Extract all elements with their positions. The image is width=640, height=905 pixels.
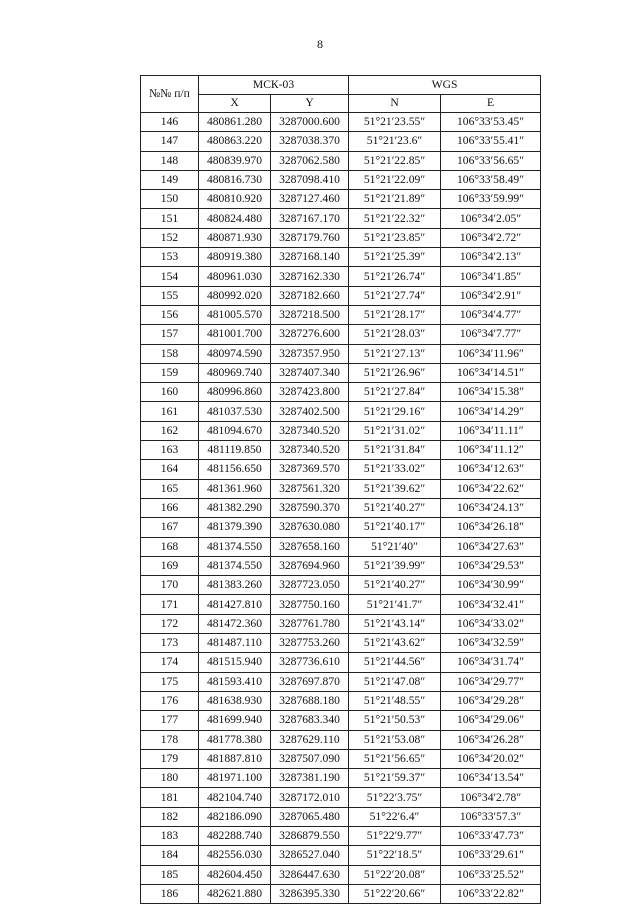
cell-x: 481156.650 bbox=[199, 460, 271, 479]
cell-n: 51°22′18.5″ bbox=[349, 846, 441, 865]
cell-e: 106°33′53.45″ bbox=[441, 113, 541, 132]
cell-n: 51°21′39.99″ bbox=[349, 556, 441, 575]
cell-x: 480919.380 bbox=[199, 248, 271, 267]
cell-x: 481374.550 bbox=[199, 537, 271, 556]
cell-num: 172 bbox=[141, 614, 199, 633]
header-row-sub bbox=[141, 94, 541, 113]
cell-n: 51°21′44.56″ bbox=[349, 653, 441, 672]
cell-x: 481472.360 bbox=[199, 614, 271, 633]
table-row bbox=[141, 653, 541, 672]
table-body bbox=[141, 113, 541, 904]
cell-x: 480961.030 bbox=[199, 267, 271, 286]
cell-y: 3287168.140 bbox=[271, 248, 349, 267]
cell-n: 51°21′56.65″ bbox=[349, 749, 441, 768]
cell-n: 51°21′26.74″ bbox=[349, 267, 441, 286]
header-y: Y bbox=[271, 94, 349, 113]
cell-e: 106°34′4.77″ bbox=[441, 305, 541, 324]
cell-x: 480863.220 bbox=[199, 132, 271, 151]
cell-n: 51°21′41.7″ bbox=[349, 595, 441, 614]
cell-e: 106°34′32.59″ bbox=[441, 634, 541, 653]
cell-num: 173 bbox=[141, 634, 199, 653]
cell-y: 3287218.500 bbox=[271, 305, 349, 324]
table-row bbox=[141, 228, 541, 247]
table-row bbox=[141, 383, 541, 402]
cell-x: 481487.110 bbox=[199, 634, 271, 653]
cell-n: 51°21′48.55″ bbox=[349, 691, 441, 710]
cell-x: 480871.930 bbox=[199, 228, 271, 247]
table-row bbox=[141, 113, 541, 132]
cell-n: 51°22′20.08″ bbox=[349, 865, 441, 884]
cell-num: 182 bbox=[141, 807, 199, 826]
cell-x: 480996.860 bbox=[199, 383, 271, 402]
cell-e: 106°34′11.12″ bbox=[441, 441, 541, 460]
cell-num: 166 bbox=[141, 498, 199, 517]
header-e: E bbox=[441, 94, 541, 113]
cell-y: 3287276.600 bbox=[271, 325, 349, 344]
cell-n: 51°21′27.74″ bbox=[349, 286, 441, 305]
cell-num: 169 bbox=[141, 556, 199, 575]
cell-num: 186 bbox=[141, 884, 199, 903]
cell-e: 106°33′29.61″ bbox=[441, 846, 541, 865]
cell-num: 160 bbox=[141, 383, 199, 402]
cell-x: 481778.380 bbox=[199, 730, 271, 749]
cell-num: 185 bbox=[141, 865, 199, 884]
cell-n: 51°22′6.4″ bbox=[349, 807, 441, 826]
cell-e: 106°34′2.91″ bbox=[441, 286, 541, 305]
cell-num: 156 bbox=[141, 305, 199, 324]
cell-e: 106°34′14.51″ bbox=[441, 363, 541, 382]
cell-e: 106°34′11.11″ bbox=[441, 421, 541, 440]
cell-n: 51°21′43.62″ bbox=[349, 634, 441, 653]
cell-e: 106°34′33.02″ bbox=[441, 614, 541, 633]
cell-e: 106°34′14.29″ bbox=[441, 402, 541, 421]
cell-n: 51°21′43.14″ bbox=[349, 614, 441, 633]
cell-x: 480992.020 bbox=[199, 286, 271, 305]
table-row bbox=[141, 151, 541, 170]
table-row bbox=[141, 614, 541, 633]
cell-n: 51°21′28.17″ bbox=[349, 305, 441, 324]
cell-x: 481971.100 bbox=[199, 769, 271, 788]
cell-x: 481374.550 bbox=[199, 556, 271, 575]
cell-e: 106°33′47.73″ bbox=[441, 826, 541, 845]
cell-n: 51°21′33.02″ bbox=[349, 460, 441, 479]
table-row bbox=[141, 537, 541, 556]
table-row bbox=[141, 479, 541, 498]
cell-x: 480824.480 bbox=[199, 209, 271, 228]
cell-n: 51°21′47.08″ bbox=[349, 672, 441, 691]
table-row bbox=[141, 402, 541, 421]
cell-y: 3287038.370 bbox=[271, 132, 349, 151]
cell-x: 480810.920 bbox=[199, 190, 271, 209]
cell-e: 106°34′27.63″ bbox=[441, 537, 541, 556]
cell-num: 153 bbox=[141, 248, 199, 267]
cell-y: 3287683.340 bbox=[271, 711, 349, 730]
cell-n: 51°21′31.02″ bbox=[349, 421, 441, 440]
cell-n: 51°22′3.75″ bbox=[349, 788, 441, 807]
table-row bbox=[141, 267, 541, 286]
table-row bbox=[141, 556, 541, 575]
cell-y: 3287736.610 bbox=[271, 653, 349, 672]
cell-n: 51°21′23.55″ bbox=[349, 113, 441, 132]
table-row bbox=[141, 788, 541, 807]
cell-n: 51°21′27.84″ bbox=[349, 383, 441, 402]
cell-x: 481361.960 bbox=[199, 479, 271, 498]
cell-y: 3287000.600 bbox=[271, 113, 349, 132]
table-row bbox=[141, 190, 541, 209]
cell-num: 177 bbox=[141, 711, 199, 730]
cell-y: 3287167.170 bbox=[271, 209, 349, 228]
cell-e: 106°33′55.41″ bbox=[441, 132, 541, 151]
header-num: №№ п/п bbox=[141, 76, 199, 113]
cell-x: 481887.810 bbox=[199, 749, 271, 768]
cell-num: 175 bbox=[141, 672, 199, 691]
cell-n: 51°21′31.84″ bbox=[349, 441, 441, 460]
cell-x: 481638.930 bbox=[199, 691, 271, 710]
table-row bbox=[141, 286, 541, 305]
table-row bbox=[141, 325, 541, 344]
cell-y: 3287162.330 bbox=[271, 267, 349, 286]
table-row bbox=[141, 749, 541, 768]
cell-y: 3286447.630 bbox=[271, 865, 349, 884]
cell-num: 147 bbox=[141, 132, 199, 151]
cell-num: 178 bbox=[141, 730, 199, 749]
cell-num: 148 bbox=[141, 151, 199, 170]
table-row bbox=[141, 884, 541, 903]
cell-num: 184 bbox=[141, 846, 199, 865]
table-row bbox=[141, 691, 541, 710]
table-row bbox=[141, 170, 541, 189]
cell-num: 151 bbox=[141, 209, 199, 228]
cell-x: 482288.740 bbox=[199, 826, 271, 845]
cell-n: 51°22′20.66″ bbox=[349, 884, 441, 903]
cell-num: 146 bbox=[141, 113, 199, 132]
table-row bbox=[141, 305, 541, 324]
cell-y: 3287402.500 bbox=[271, 402, 349, 421]
cell-e: 106°33′25.52″ bbox=[441, 865, 541, 884]
cell-x: 481119.850 bbox=[199, 441, 271, 460]
cell-y: 3287688.180 bbox=[271, 691, 349, 710]
cell-e: 106°34′20.02″ bbox=[441, 749, 541, 768]
cell-y: 3287697.870 bbox=[271, 672, 349, 691]
cell-y: 3287753.260 bbox=[271, 634, 349, 653]
cell-num: 163 bbox=[141, 441, 199, 460]
cell-y: 3287723.050 bbox=[271, 576, 349, 595]
table-row bbox=[141, 421, 541, 440]
cell-n: 51°21′29.16″ bbox=[349, 402, 441, 421]
cell-x: 481699.940 bbox=[199, 711, 271, 730]
table-row bbox=[141, 634, 541, 653]
cell-y: 3287381.190 bbox=[271, 769, 349, 788]
table-row bbox=[141, 865, 541, 884]
cell-e: 106°34′2.78″ bbox=[441, 788, 541, 807]
cell-e: 106°34′13.54″ bbox=[441, 769, 541, 788]
cell-x: 480969.740 bbox=[199, 363, 271, 382]
cell-num: 150 bbox=[141, 190, 199, 209]
cell-num: 180 bbox=[141, 769, 199, 788]
cell-n: 51°21′23.85″ bbox=[349, 228, 441, 247]
cell-e: 106°33′22.82″ bbox=[441, 884, 541, 903]
cell-x: 481383.260 bbox=[199, 576, 271, 595]
cell-e: 106°34′2.72″ bbox=[441, 228, 541, 247]
cell-x: 481005.570 bbox=[199, 305, 271, 324]
cell-num: 155 bbox=[141, 286, 199, 305]
cell-x: 482556.030 bbox=[199, 846, 271, 865]
cell-num: 152 bbox=[141, 228, 199, 247]
cell-e: 106°34′15.38″ bbox=[441, 383, 541, 402]
cell-num: 181 bbox=[141, 788, 199, 807]
cell-x: 482186.090 bbox=[199, 807, 271, 826]
cell-y: 3287098.410 bbox=[271, 170, 349, 189]
table-row bbox=[141, 441, 541, 460]
cell-y: 3287629.110 bbox=[271, 730, 349, 749]
cell-e: 106°34′2.13″ bbox=[441, 248, 541, 267]
cell-e: 106°33′59.99″ bbox=[441, 190, 541, 209]
cell-num: 161 bbox=[141, 402, 199, 421]
cell-y: 3287172.010 bbox=[271, 788, 349, 807]
cell-e: 106°33′57.3″ bbox=[441, 807, 541, 826]
cell-y: 3287630.080 bbox=[271, 518, 349, 537]
cell-n: 51°21′39.62″ bbox=[349, 479, 441, 498]
header-wgs: WGS bbox=[349, 76, 541, 95]
cell-e: 106°34′24.13″ bbox=[441, 498, 541, 517]
cell-y: 3287062.580 bbox=[271, 151, 349, 170]
cell-num: 174 bbox=[141, 653, 199, 672]
cell-n: 51°21′26.96″ bbox=[349, 363, 441, 382]
cell-y: 3287561.320 bbox=[271, 479, 349, 498]
cell-num: 167 bbox=[141, 518, 199, 537]
cell-n: 51°21′40.27″ bbox=[349, 498, 441, 517]
table-row bbox=[141, 363, 541, 382]
cell-num: 159 bbox=[141, 363, 199, 382]
cell-x: 480839.970 bbox=[199, 151, 271, 170]
cell-x: 480816.730 bbox=[199, 170, 271, 189]
cell-e: 106°34′32.41″ bbox=[441, 595, 541, 614]
cell-y: 3287127.460 bbox=[271, 190, 349, 209]
table-row bbox=[141, 344, 541, 363]
table-row bbox=[141, 518, 541, 537]
cell-y: 3287750.160 bbox=[271, 595, 349, 614]
cell-x: 481037.530 bbox=[199, 402, 271, 421]
cell-n: 51°21′53.08″ bbox=[349, 730, 441, 749]
cell-e: 106°33′58.49″ bbox=[441, 170, 541, 189]
cell-num: 170 bbox=[141, 576, 199, 595]
table-row bbox=[141, 132, 541, 151]
cell-e: 106°34′29.28″ bbox=[441, 691, 541, 710]
cell-y: 3287423.800 bbox=[271, 383, 349, 402]
cell-x: 480861.280 bbox=[199, 113, 271, 132]
cell-n: 51°21′28.03″ bbox=[349, 325, 441, 344]
cell-y: 3287182.660 bbox=[271, 286, 349, 305]
cell-e: 106°34′30.99″ bbox=[441, 576, 541, 595]
cell-num: 183 bbox=[141, 826, 199, 845]
cell-n: 51°22′9.77″ bbox=[349, 826, 441, 845]
cell-n: 51°21′22.85″ bbox=[349, 151, 441, 170]
cell-num: 162 bbox=[141, 421, 199, 440]
page-number: 8 bbox=[317, 37, 323, 51]
cell-x: 481515.940 bbox=[199, 653, 271, 672]
cell-e: 106°34′29.77″ bbox=[441, 672, 541, 691]
cell-num: 149 bbox=[141, 170, 199, 189]
cell-x: 481427.810 bbox=[199, 595, 271, 614]
cell-n: 51°21′27.13″ bbox=[349, 344, 441, 363]
cell-y: 3287590.370 bbox=[271, 498, 349, 517]
cell-e: 106°34′1.85″ bbox=[441, 267, 541, 286]
cell-e: 106°34′26.28″ bbox=[441, 730, 541, 749]
cell-y: 3287179.760 bbox=[271, 228, 349, 247]
table-row bbox=[141, 730, 541, 749]
cell-y: 3287694.960 bbox=[271, 556, 349, 575]
table-row bbox=[141, 672, 541, 691]
cell-x: 480974.590 bbox=[199, 344, 271, 363]
cell-x: 482104.740 bbox=[199, 788, 271, 807]
table-row bbox=[141, 576, 541, 595]
cell-x: 481593.410 bbox=[199, 672, 271, 691]
table-row bbox=[141, 769, 541, 788]
cell-n: 51°21′59.37″ bbox=[349, 769, 441, 788]
cell-y: 3286879.550 bbox=[271, 826, 349, 845]
table-row bbox=[141, 460, 541, 479]
cell-e: 106°34′12.63″ bbox=[441, 460, 541, 479]
cell-num: 158 bbox=[141, 344, 199, 363]
cell-e: 106°34′29.06″ bbox=[441, 711, 541, 730]
cell-x: 482621.880 bbox=[199, 884, 271, 903]
header-msk: МСК-03 bbox=[199, 76, 349, 95]
cell-y: 3287340.520 bbox=[271, 421, 349, 440]
cell-y: 3287340.520 bbox=[271, 441, 349, 460]
cell-y: 3287407.340 bbox=[271, 363, 349, 382]
cell-n: 51°21′21.89″ bbox=[349, 190, 441, 209]
cell-n: 51°21′25.39″ bbox=[349, 248, 441, 267]
cell-y: 3287357.950 bbox=[271, 344, 349, 363]
cell-y: 3286527.040 bbox=[271, 846, 349, 865]
cell-num: 154 bbox=[141, 267, 199, 286]
table-row bbox=[141, 595, 541, 614]
header-n: N bbox=[349, 94, 441, 113]
cell-x: 481382.290 bbox=[199, 498, 271, 517]
cell-e: 106°34′26.18″ bbox=[441, 518, 541, 537]
cell-e: 106°34′29.53″ bbox=[441, 556, 541, 575]
cell-e: 106°34′22.62″ bbox=[441, 479, 541, 498]
cell-x: 481379.390 bbox=[199, 518, 271, 537]
table-header bbox=[141, 76, 541, 113]
table-row bbox=[141, 498, 541, 517]
cell-n: 51°21′22.09″ bbox=[349, 170, 441, 189]
cell-n: 51°21′40.27″ bbox=[349, 576, 441, 595]
cell-e: 106°34′11.96″ bbox=[441, 344, 541, 363]
cell-num: 165 bbox=[141, 479, 199, 498]
cell-e: 106°34′2.05″ bbox=[441, 209, 541, 228]
cell-num: 168 bbox=[141, 537, 199, 556]
header-row-top bbox=[141, 76, 541, 95]
cell-y: 3287065.480 bbox=[271, 807, 349, 826]
coordinates-table bbox=[140, 75, 541, 904]
cell-e: 106°33′56.65″ bbox=[441, 151, 541, 170]
cell-y: 3287761.780 bbox=[271, 614, 349, 633]
table-row bbox=[141, 846, 541, 865]
cell-num: 179 bbox=[141, 749, 199, 768]
table-row bbox=[141, 826, 541, 845]
table-row bbox=[141, 209, 541, 228]
table-row bbox=[141, 248, 541, 267]
cell-e: 106°34′31.74″ bbox=[441, 653, 541, 672]
cell-n: 51°21′40.17″ bbox=[349, 518, 441, 537]
cell-x: 481001.700 bbox=[199, 325, 271, 344]
cell-n: 51°21′22.32″ bbox=[349, 209, 441, 228]
cell-n: 51°21′23.6″ bbox=[349, 132, 441, 151]
cell-e: 106°34′7.77″ bbox=[441, 325, 541, 344]
cell-num: 164 bbox=[141, 460, 199, 479]
cell-y: 3287369.570 bbox=[271, 460, 349, 479]
cell-num: 157 bbox=[141, 325, 199, 344]
cell-n: 51°21′40″ bbox=[349, 537, 441, 556]
table-row bbox=[141, 711, 541, 730]
cell-y: 3286395.330 bbox=[271, 884, 349, 903]
cell-num: 176 bbox=[141, 691, 199, 710]
table-row bbox=[141, 807, 541, 826]
header-x: X bbox=[199, 94, 271, 113]
cell-x: 481094.670 bbox=[199, 421, 271, 440]
cell-num: 171 bbox=[141, 595, 199, 614]
cell-y: 3287658.160 bbox=[271, 537, 349, 556]
cell-y: 3287507.090 bbox=[271, 749, 349, 768]
cell-x: 482604.450 bbox=[199, 865, 271, 884]
cell-n: 51°21′50.53″ bbox=[349, 711, 441, 730]
